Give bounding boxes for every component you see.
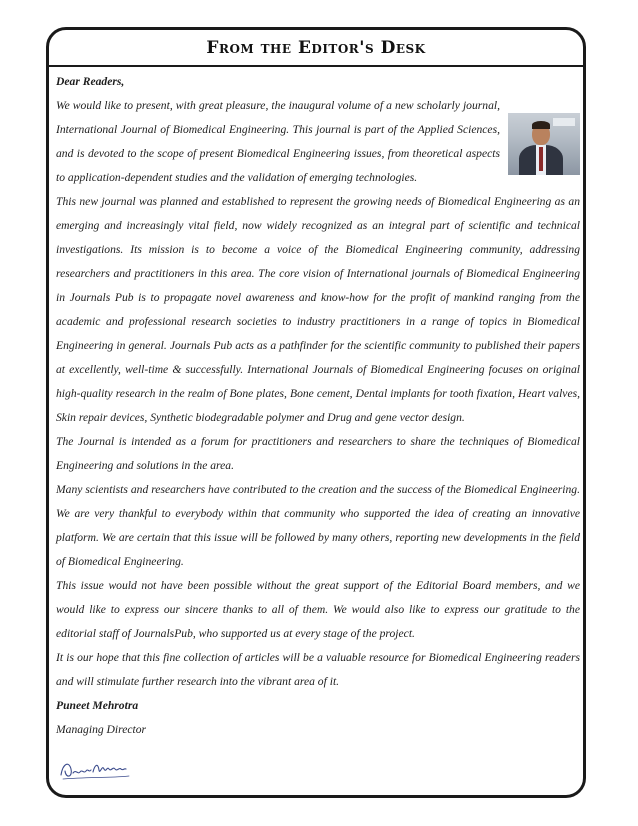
- signature-underline: [63, 776, 129, 779]
- editor-tie: [539, 147, 543, 171]
- letter-body: [56, 70, 580, 742]
- signature-stroke: [61, 764, 126, 776]
- banner-logo: [553, 118, 575, 126]
- editor-hair: [532, 121, 550, 129]
- paragraph-intro: We would like to present, with great pleasure, the inaugural volume of a new scholarly journal, International Journal of Biomedical Engineering. This journal is part of the Applied Sciences, and is devoted to the scope of present Biomedical Engineering issues, from theoretical aspects to application-dependent studies and the validation of emerging technologies.: [56, 99, 500, 184]
- signer-title: Managing Director: [56, 723, 147, 736]
- handwritten-signature: [57, 757, 135, 783]
- paragraph-closing: It is our hope that this fine collection of articles will be a valuable resource for Biomedical Engineering readers and will stimulate further research into the vibrant area of it.: [56, 651, 580, 688]
- paragraph-acknowledgement: This issue would not have been possible without the great support of the Editorial Board members, and we would like to express our sincere thanks to all of them. We would also like to express our gratitude to the editorial staff of JournalsPub, who supported us at every stage of the project.: [56, 579, 580, 640]
- paragraph-thanks: Many scientists and researchers have contributed to the creation and the success of the Biomedical Engineering. We are very thankful to everybody within that community who supported the idea of creating an innovative platform. We are certain that this issue will be followed by many others, reporting new developments in the field of Biomedical Engineering.: [56, 483, 580, 568]
- page-title: From the Editor's Desk: [206, 37, 426, 58]
- paragraph-mission: This new journal was planned and established to represent the growing needs of Biomedical Engineering as an emerging and increasingly vital field, now widely recognized as an integral part of scientific and technical investigations. Its mission is to become a voice of the Biomedical Engineering community, addressing researchers and practitioners in this area. The core vision of International journals of Biomedical Engineering in Journals Pub is to propagate novel awareness and know-how for the profit of mankind ranging from the academic and professional research societies to industry practitioners in a range of topics in Biomedical Engineering in general. Journals Pub acts as a pathfinder for the scientific community to published their papers at excellently, well-time & successfully. International Journals of Biomedical Engineering focuses on original high-quality research in the realm of Bone plates, Bone cement, Dental implants for tooth fixation, Heart valves, Skin repair devices, Synthetic biodegradable polymer and Drug and gene vector design.: [56, 195, 580, 424]
- paragraph-forum: The Journal is intended as a forum for practitioners and researchers to share the techniques of Biomedical Engineering and solutions in the area.: [56, 435, 580, 472]
- editor-photo: [508, 113, 580, 175]
- signer-name: Puneet Mehrotra: [56, 699, 139, 712]
- salutation: Dear Readers,: [56, 75, 125, 88]
- editorial-frame: [46, 27, 586, 798]
- title-bar: [49, 30, 583, 67]
